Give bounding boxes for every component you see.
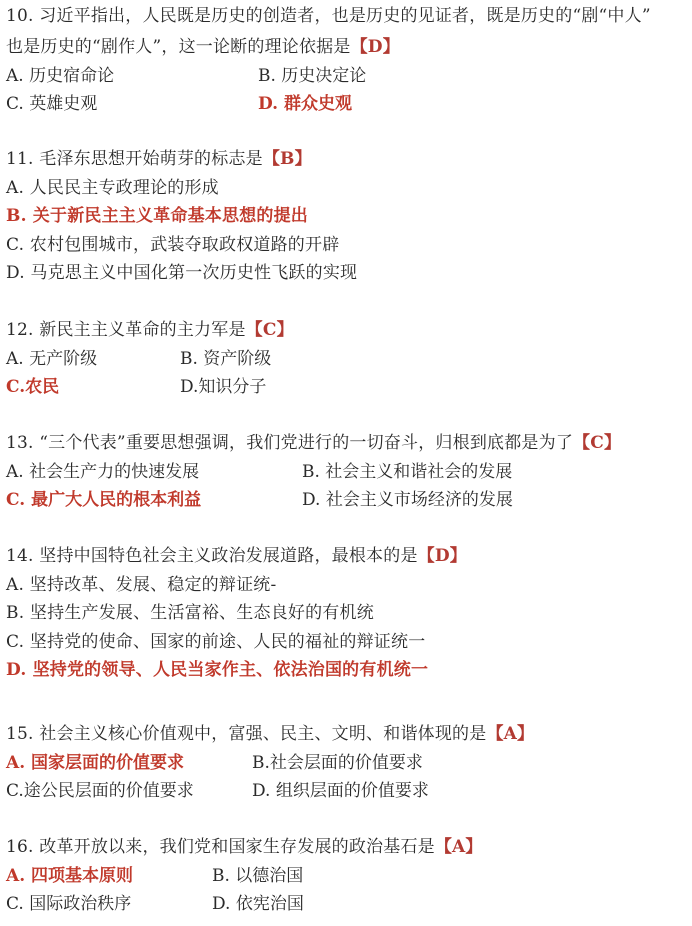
q10-options-row2 xyxy=(6,93,686,115)
q14-option-d: D. 坚持党的领导、人民当家作主、依法治国的有机统一 xyxy=(6,660,429,680)
q12-options-row1 xyxy=(6,348,686,370)
q11-option-b: B. 关于新民主主义革命基本思想的提出 xyxy=(6,206,309,226)
q13-stem xyxy=(6,432,621,454)
q12-options-row2 xyxy=(6,376,686,398)
q12-stem-text: 12. 新民主主义革命的主力军是 xyxy=(6,320,246,340)
q12-answer: 【C】 xyxy=(245,320,294,340)
q16-option-d: D. 依宪治国 xyxy=(212,894,304,914)
q15-answer: 【A】 xyxy=(486,724,535,744)
q14-option-b: B. 坚持生产发展、生活富裕、生态良好的有机统 xyxy=(6,603,374,623)
q16-answer: 【A】 xyxy=(434,837,483,857)
q11-option-d: D. 马克思主义中国化第一次历史性飞跃的实现 xyxy=(6,263,358,283)
q10-stem-text: 也是历史的“剧作人”，这一论断的理论依据是 xyxy=(6,37,351,57)
q14-stem xyxy=(6,545,467,567)
q10-option-a: A. 历史宿命论 xyxy=(6,66,115,86)
q10-answer: 【D】 xyxy=(350,37,400,57)
q13-option-c: C. 最广大人民的根本利益 xyxy=(6,490,202,510)
q11-option-a: A. 人民民主专政理论的形成 xyxy=(6,178,219,198)
q11-stem-text: 11. 毛泽东思想开始萌芽的标志是 xyxy=(6,149,263,169)
q15-options-row1 xyxy=(6,752,686,774)
q15-option-d: D. 组织层面的价值要求 xyxy=(252,781,429,801)
q13-stem-text: 13. “三个代表”重要思想强调，我们党进行的一切奋斗，归根到底都是为了 xyxy=(6,433,574,453)
q14-option-a: A. 坚持改革、发展、稳定的辩证统- xyxy=(6,575,277,595)
q16-option-a: A. 四项基本原则 xyxy=(6,866,134,886)
q10-options-row1 xyxy=(6,65,686,87)
q10-stem-line2 xyxy=(6,36,400,58)
q14-stem-text: 14. 坚持中国特色社会主义政治发展道路，最根本的是 xyxy=(6,546,418,566)
q16-option-c: C. 国际政治秩序 xyxy=(6,894,132,914)
q14-answer: 【D】 xyxy=(417,546,467,566)
q11-option-c: C. 农村包围城市，武装夺取政权道路的开辟 xyxy=(6,235,340,255)
q13-option-a: A. 社会生产力的快速发展 xyxy=(6,462,200,482)
q10-stem-line1: 10. 习近平指出，人民既是历史的创造者，也是历史的见证者，既是历史的“剧“中人” xyxy=(6,6,651,26)
q12-option-a: A. 无产阶级 xyxy=(6,349,98,369)
q15-option-c: C.途公民层面的价值要求 xyxy=(6,781,194,801)
q10-option-b: B. 历史决定论 xyxy=(258,66,367,86)
q12-option-b: B. 资产阶级 xyxy=(180,349,272,369)
q15-option-a: A. 国家层面的价值要求 xyxy=(6,753,185,773)
q16-options-row2 xyxy=(6,893,686,915)
q16-stem xyxy=(6,836,483,858)
q13-option-d: D. 社会主义市场经济的发展 xyxy=(302,490,513,510)
q15-stem-text: 15. 社会主义核心价值观中，富强、民主、文明、和谐体现的是 xyxy=(6,724,487,744)
q16-options-row1 xyxy=(6,865,686,887)
q15-option-b: B.社会层面的价值要求 xyxy=(252,753,423,773)
q10-option-d: D. 群众史观 xyxy=(258,94,352,114)
q12-option-c: C.农民 xyxy=(6,377,60,397)
q14-option-c: C. 坚持党的使命、国家的前途、人民的福祉的辩证统一 xyxy=(6,632,426,652)
q13-answer: 【C】 xyxy=(573,433,622,453)
q13-options-row1 xyxy=(6,461,686,483)
q15-stem xyxy=(6,723,534,745)
q10-option-c: C. 英雄史观 xyxy=(6,94,98,114)
q12-stem xyxy=(6,319,294,341)
q11-stem xyxy=(6,148,312,170)
q16-option-b: B. 以德治国 xyxy=(212,866,304,886)
q15-options-row2 xyxy=(6,780,686,802)
q16-stem-text: 16. 改革开放以来，我们党和国家生存发展的政治基石是 xyxy=(6,837,435,857)
q11-answer: 【B】 xyxy=(262,149,312,169)
q12-option-d: D.知识分子 xyxy=(180,377,267,397)
q13-options-row2 xyxy=(6,489,686,511)
q13-option-b: B. 社会主义和谐社会的发展 xyxy=(302,462,513,482)
